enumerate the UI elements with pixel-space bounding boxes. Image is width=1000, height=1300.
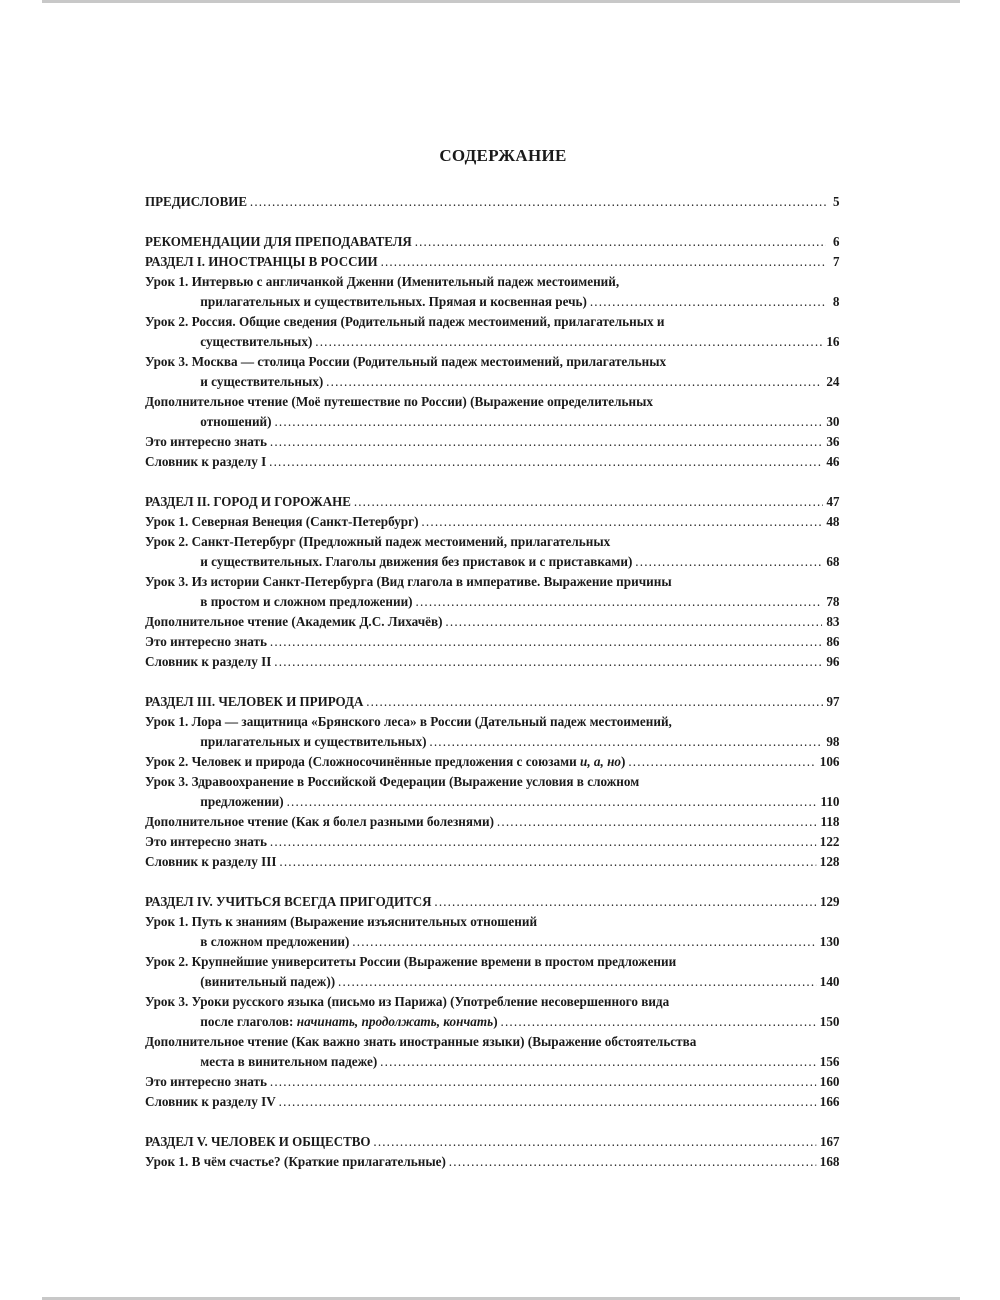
page-number: 130: [819, 934, 840, 949]
entry-continuation: [200, 412, 271, 432]
entry-title: [145, 852, 276, 872]
dot-leader: [270, 632, 823, 652]
entry-text: РЕКОМЕНДАЦИИ ДЛЯ ПРЕПОДАВАТЕЛЯ: [145, 234, 412, 249]
entry-line: [145, 452, 840, 472]
toc-section-heading[interactable]: [145, 692, 840, 712]
entry-line: [145, 192, 840, 212]
entry-text: и существительных. Глаголы движения без приставок и с приставками): [200, 554, 633, 569]
entry-continuation: [200, 932, 349, 952]
dot-leader: [635, 552, 822, 572]
entry-last-line: [145, 932, 840, 952]
entry-text: Урок 1. Интервью с англичанкой Дженни (Именительный падеж местоимений,: [145, 274, 620, 289]
toc-entry[interactable]: [145, 352, 840, 392]
entry-text: РАЗДЕЛ V. ЧЕЛОВЕК И ОБЩЕСТВО: [145, 1134, 371, 1149]
dot-leader: [381, 252, 826, 272]
page-number: 16: [826, 334, 840, 349]
dot-leader: [274, 412, 822, 432]
entry-continuation: [200, 1012, 497, 1032]
entry-text: Урок 3. Москва — столица России (Родительный падеж местоимений, прилагательных: [145, 354, 667, 369]
entry-title: [145, 1132, 371, 1152]
toc-entry[interactable]: [145, 272, 840, 312]
entry-line: [145, 652, 840, 672]
entry-line: [145, 1092, 840, 1112]
entry-title: [145, 192, 247, 212]
page-number: 96: [826, 654, 840, 669]
entry-text: ПРЕДИСЛОВИЕ: [145, 194, 248, 209]
entry-title: [145, 812, 494, 832]
entry-title: [145, 632, 267, 652]
page-number: 83: [826, 614, 840, 629]
dot-leader: [429, 732, 822, 752]
entry-text-after: ): [493, 1014, 498, 1029]
entry-continuation: [200, 292, 587, 312]
toc-entry[interactable]: [145, 952, 840, 992]
entry-last-line: [145, 1052, 840, 1072]
page-number: 167: [820, 1134, 840, 1149]
toc-entry[interactable]: [145, 812, 840, 832]
toc-entry[interactable]: [145, 572, 840, 612]
entry-title: [145, 512, 419, 532]
entry-title: [145, 612, 443, 632]
toc-entry[interactable]: [145, 612, 840, 632]
entry-text: Словник к разделу I: [145, 454, 267, 469]
dot-leader: [415, 592, 822, 612]
dot-leader: [449, 1152, 816, 1172]
entry-line: [145, 612, 840, 632]
entry-last-line: [145, 372, 840, 392]
entry-first-line: [145, 1032, 840, 1052]
entry-text: и существительных): [200, 374, 324, 389]
dot-leader: [590, 292, 826, 312]
entry-text: в простом и сложном предложении): [200, 594, 413, 609]
entry-text: Урок 3. Здравоохранение в Российской Федерации (Выражение условия в сложном: [145, 774, 640, 789]
entry-continuation: [200, 372, 323, 392]
entry-text: Урок 2. Человек и природа (Сложносочинённые предложения с союзами: [145, 754, 580, 769]
entry-first-line: [145, 952, 840, 972]
entry-text: предложении): [200, 794, 284, 809]
entry-first-line: [145, 272, 840, 292]
entry-text-italic: начинать, продолжать, кончать: [296, 1014, 494, 1029]
dot-leader: [352, 932, 816, 952]
toc-entry[interactable]: [145, 992, 840, 1032]
entry-title: [145, 252, 378, 272]
toc-entry[interactable]: [145, 912, 840, 952]
entry-text: Урок 1. Путь к знаниям (Выражение изъяснительных отношений: [145, 914, 538, 929]
toc-entry[interactable]: [145, 1152, 840, 1172]
entry-continuation: [200, 592, 412, 612]
entry-first-line: [145, 772, 840, 792]
toc-entry[interactable]: [145, 632, 840, 652]
entry-line: [145, 832, 840, 852]
toc-entry[interactable]: [145, 772, 840, 812]
entry-text: РАЗДЕЛ II. ГОРОД И ГОРОЖАНЕ: [145, 494, 351, 509]
entry-text: существительных): [200, 334, 313, 349]
dot-leader: [279, 1092, 816, 1112]
entry-text: Урок 3. Из истории Санкт-Петербурга (Вид глагола в императиве. Выражение причины: [145, 574, 672, 589]
entry-text: Дополнительное чтение (Моё путешествие по России) (Выражение определительных: [145, 394, 653, 409]
entry-last-line: [145, 412, 840, 432]
dot-leader: [269, 452, 822, 472]
entry-first-line: [145, 392, 840, 412]
dot-leader: [421, 512, 822, 532]
entry-title: [145, 1072, 267, 1092]
page-number: 46: [826, 454, 840, 469]
dot-leader: [354, 492, 823, 512]
dot-leader: [373, 1132, 816, 1152]
page-number: 78: [826, 594, 840, 609]
entry-last-line: [145, 1012, 840, 1032]
entry-text: после глаголов:: [200, 1014, 297, 1029]
entry-text: РАЗДЕЛ IV. УЧИТЬСЯ ВСЕГДА ПРИГОДИТСЯ: [145, 894, 432, 909]
page-number: 160: [819, 1074, 840, 1089]
page-number: 5: [833, 194, 840, 209]
toc-entry[interactable]: [145, 312, 840, 352]
entry-text: Урок 2. Россия. Общие сведения (Родительный падеж местоимений, прилагательных и: [145, 314, 665, 329]
entry-continuation: [200, 792, 283, 812]
dot-leader: [497, 812, 817, 832]
entry-text: Урок 2. Крупнейшие университеты России (Выражение времени в простом предложении: [145, 954, 677, 969]
table-of-contents: [145, 192, 861, 1172]
page-number: 166: [819, 1094, 840, 1109]
entry-text: РАЗДЕЛ III. ЧЕЛОВЕК И ПРИРОДА: [145, 694, 364, 709]
dot-leader: [270, 1072, 816, 1092]
entry-title: [145, 832, 267, 852]
entry-line: [145, 232, 840, 252]
entry-text-italic: и, а, но: [579, 754, 622, 769]
entry-text: Урок 1. Лора — защитница «Брянского леса» в России (Дательный падеж местоимений,: [145, 714, 672, 729]
page-number: 97: [826, 694, 840, 709]
entry-text: Словник к разделу IV: [145, 1094, 276, 1109]
entry-continuation: [200, 732, 426, 752]
entry-last-line: [145, 332, 840, 352]
entry-text: Урок 3. Уроки русского языка (письмо из Парижа) (Употребление несовершенного вида: [145, 994, 670, 1009]
page-number: 86: [826, 634, 840, 649]
entry-title: [145, 1092, 276, 1112]
dot-leader: [279, 852, 815, 872]
toc-entry[interactable]: [145, 1032, 840, 1072]
page-number: 106: [819, 754, 840, 769]
entry-text: Урок 1. Северная Венеция (Санкт-Петербург): [145, 514, 419, 529]
entry-text: прилагательных и существительных. Прямая и косвенная речь): [200, 294, 587, 309]
toc-entry[interactable]: [145, 392, 840, 432]
entry-text: Это интересно знать: [145, 1074, 267, 1089]
entry-first-line: [145, 532, 840, 552]
page-number: 48: [826, 514, 840, 529]
entry-title: [145, 452, 266, 472]
entry-text: Это интересно знать: [145, 434, 267, 449]
dot-leader: [366, 692, 822, 712]
toc-page: [145, 140, 861, 1172]
page-number: 6: [833, 234, 840, 249]
entry-line: [145, 692, 840, 712]
page-number: 30: [826, 414, 840, 429]
page-number: 156: [819, 1054, 840, 1069]
toc-entry[interactable]: [145, 532, 840, 572]
entry-first-line: [145, 992, 840, 1012]
entry-last-line: [145, 792, 840, 812]
entry-line: [145, 252, 840, 272]
entry-title: [145, 232, 412, 252]
page-number: 68: [826, 554, 840, 569]
entry-text: Дополнительное чтение (Академик Д.С. Лихачёв): [145, 614, 443, 629]
entry-last-line: [145, 972, 840, 992]
page-number: 122: [819, 834, 840, 849]
dot-leader: [380, 1052, 816, 1072]
toc-entry[interactable]: [145, 432, 840, 452]
entry-continuation: [200, 552, 632, 572]
entry-first-line: [145, 312, 840, 332]
page-number: 110: [820, 794, 840, 809]
page-number: 140: [819, 974, 840, 989]
entry-line: [145, 852, 840, 872]
entry-first-line: [145, 712, 840, 732]
toc-entry[interactable]: [145, 832, 840, 852]
entry-last-line: [145, 592, 840, 612]
toc-section-heading[interactable]: [145, 1132, 840, 1152]
entry-first-line: [145, 912, 840, 932]
entry-title: [145, 752, 625, 772]
entry-line: [145, 1072, 840, 1092]
entry-last-line: [145, 732, 840, 752]
page-title: СОДЕРЖАНИЕ: [439, 146, 567, 165]
entry-text: (винительный падеж)): [200, 974, 336, 989]
toc-entry[interactable]: [145, 512, 840, 532]
entry-title: [145, 652, 271, 672]
toc-section-heading[interactable]: [145, 492, 840, 512]
dot-leader: [338, 972, 816, 992]
entry-line: [145, 512, 840, 532]
page-number: 8: [832, 294, 840, 309]
page-number: 150: [819, 1014, 840, 1029]
entry-text: в сложном предложении): [200, 934, 350, 949]
page-number: 36: [826, 434, 840, 449]
entry-line: [145, 812, 840, 832]
entry-text: места в винительном падеже): [200, 1054, 378, 1069]
page-number: 128: [819, 854, 840, 869]
dot-leader: [315, 332, 822, 352]
entry-title: [145, 892, 431, 912]
entry-text: Дополнительное чтение (Как я болел разными болезнями): [145, 814, 494, 829]
dot-leader: [434, 892, 816, 912]
entry-title: [145, 432, 267, 452]
page-number: 47: [826, 494, 840, 509]
toc-entry[interactable]: [145, 1072, 840, 1092]
dot-leader: [270, 832, 816, 852]
entry-text: Словник к разделу II: [145, 654, 272, 669]
entry-title: [145, 492, 351, 512]
toc-entry[interactable]: [145, 852, 840, 872]
dot-leader: [274, 652, 822, 672]
dot-leader: [628, 752, 816, 772]
entry-first-line: [145, 352, 840, 372]
toc-entry[interactable]: [145, 752, 840, 772]
page-top-edge: [42, 0, 960, 3]
page-number: 168: [819, 1154, 840, 1169]
entry-continuation: [200, 972, 335, 992]
page-number: 24: [826, 374, 840, 389]
entry-text: отношений): [200, 414, 272, 429]
entry-continuation: [200, 332, 312, 352]
toc-section-heading[interactable]: [145, 192, 840, 212]
entry-text: РАЗДЕЛ I. ИНОСТРАНЦЫ В РОССИИ: [145, 254, 378, 269]
entry-title: [145, 1152, 446, 1172]
entry-text: Урок 1. В чём счастье? (Краткие прилагательные): [145, 1154, 446, 1169]
entry-text: Словник к разделу III: [145, 854, 277, 869]
entry-line: [145, 752, 840, 772]
entry-line: [145, 892, 840, 912]
entry-text: Урок 2. Санкт-Петербург (Предложный падеж местоимений, прилагательных: [145, 534, 611, 549]
entry-text-after: ): [621, 754, 626, 769]
dot-leader: [445, 612, 822, 632]
entry-line: [145, 432, 840, 452]
dot-leader: [287, 792, 817, 812]
dot-leader: [326, 372, 822, 392]
entry-line: [145, 632, 840, 652]
dot-leader: [501, 1012, 816, 1032]
entry-text: Это интересно знать: [145, 834, 267, 849]
entry-line: [145, 1132, 840, 1152]
entry-last-line: [145, 292, 840, 312]
entry-text: Дополнительное чтение (Как важно знать иностранные языки) (Выражение обстоятельства: [145, 1034, 697, 1049]
dot-leader: [270, 432, 823, 452]
page-number: 118: [820, 814, 840, 829]
entry-line: [145, 492, 840, 512]
page-number: 7: [833, 254, 840, 269]
toc-entry[interactable]: [145, 712, 840, 752]
entry-continuation: [200, 1052, 377, 1072]
toc-entry[interactable]: [145, 652, 840, 672]
entry-last-line: [145, 552, 840, 572]
page-number: 98: [826, 734, 840, 749]
toc-section-heading[interactable]: [145, 892, 840, 912]
entry-title: [145, 692, 363, 712]
toc-entry[interactable]: [145, 452, 840, 472]
dot-leader: [250, 192, 826, 212]
entry-text: прилагательных и существительных): [200, 734, 427, 749]
dot-leader: [415, 232, 826, 252]
toc-entry[interactable]: [145, 1092, 840, 1112]
toc-section-heading[interactable]: [145, 232, 840, 252]
entry-text: Это интересно знать: [145, 634, 267, 649]
entry-first-line: [145, 572, 840, 592]
toc-section-heading[interactable]: [145, 252, 840, 272]
entry-line: [145, 1152, 840, 1172]
page-number: 129: [820, 894, 840, 909]
